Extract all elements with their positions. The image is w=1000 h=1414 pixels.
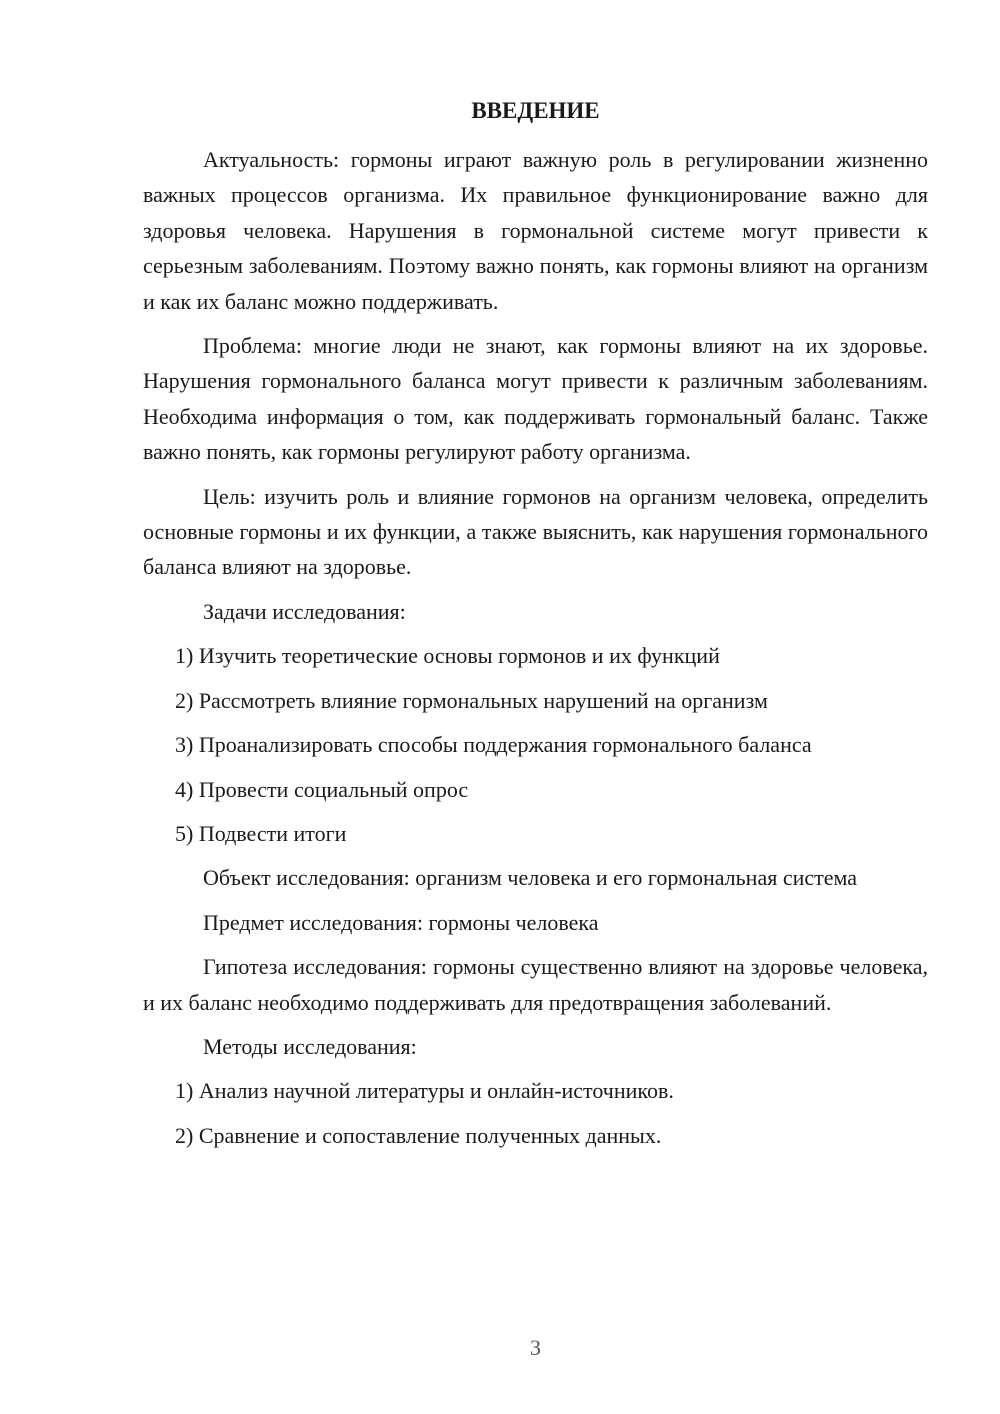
object-paragraph: Объект исследования: организм человека и его гормональная система bbox=[203, 865, 858, 891]
task-item-3: 3) Проанализировать способы поддержания гормонального баланса bbox=[175, 732, 812, 758]
method-item-2: 2) Сравнение и сопоставление полученных данных. bbox=[175, 1122, 662, 1148]
goal-paragraph: Цель: изучить роль и влияние гормонов на организм человека, определить основные гормоны и их функции, а также выяснить, как нарушения гормонального баланса влияют на здоровье. bbox=[143, 483, 928, 580]
page-title: ВВЕДЕНИЕ bbox=[471, 98, 600, 123]
hypothesis-paragraph: Гипотеза исследования: гормоны существенно влияют на здоровье человека, и их баланс необходимо поддерживать для предотвращения заболеваний. bbox=[143, 954, 928, 1015]
tasks-heading: Задачи исследования: bbox=[203, 598, 406, 624]
methods-heading: Методы исследования: bbox=[203, 1033, 417, 1059]
relevance-paragraph: Актуальность: гормоны играют важную роль в регулировании жизненно важных процессов организма. Их правильное функционирование важно для здоровья человека. Нарушения в гормональной системе могут привести к серьезным заболеваниям. Поэтому важно понять, как гормоны влияют на организм и как их баланс можно поддерживать. bbox=[143, 147, 928, 314]
task-item-2: 2) Рассмотреть влияние гормональных нарушений на организм bbox=[175, 687, 768, 713]
task-item-5: 5) Подвести итоги bbox=[175, 820, 347, 846]
document-page bbox=[143, 0, 928, 1414]
method-item-1: 1) Анализ научной литературы и онлайн-источников. bbox=[175, 1078, 674, 1104]
document-body bbox=[143, 142, 928, 1162]
subject-paragraph: Предмет исследования: гормоны человека bbox=[203, 909, 599, 935]
problem-paragraph: Проблема: многие люди не знают, как гормоны влияют на их здоровье. Нарушения гормонального баланса могут привести к различным заболеваниям. Необходима информация о том, как поддерживать гормональный баланс. Также важно понять, как гормоны регулируют работу организма. bbox=[143, 333, 928, 465]
task-item-1: 1) Изучить теоретические основы гормонов и их функций bbox=[175, 643, 720, 669]
task-item-4: 4) Провести социальный опрос bbox=[175, 776, 469, 802]
page-number: 3 bbox=[530, 1335, 541, 1360]
